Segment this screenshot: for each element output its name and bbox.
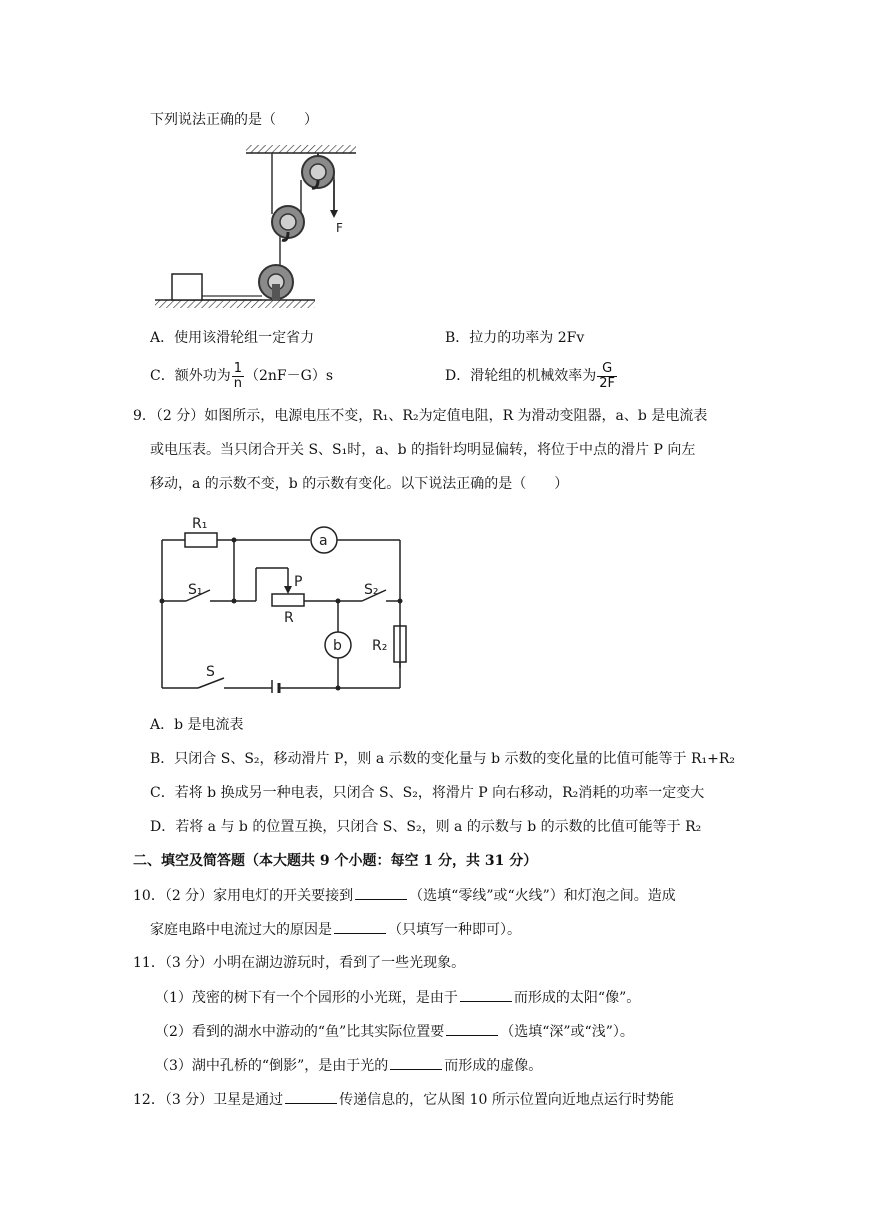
q11-part-2: （2）看到的湖水中游动的“鱼”比其实际位置要 （选填“深”或“浅”）。	[155, 1021, 634, 1042]
q10-blank-1[interactable]	[355, 885, 407, 900]
label-s: S	[206, 664, 215, 680]
label-a: a	[319, 533, 328, 549]
q11-part-1: （1）茂密的树下有一个个园形的小光斑，是由于 而形成的太阳“像”。	[155, 987, 640, 1008]
section-2-heading: 二、填空及简答题（本大题共 9 个小题：每空 1 分，共 31 分）	[133, 853, 538, 869]
q10-line-2: 家庭电路中电流过大的原因是 （只填写一种即可）。	[150, 919, 521, 940]
ground	[155, 300, 315, 308]
circuit-diagram	[150, 508, 420, 693]
q9-option-c: C．若将 b 换成另一种电表，只闭合 S、S₂，将滑片 P 向右移动，R₂消耗的功率一定变大	[150, 785, 705, 801]
movable-pulley	[272, 206, 304, 240]
label-r1: R₁	[192, 516, 208, 532]
q12-line-1: 12．（3 分）卫星是通过 传递信息的，它从图 10 所示位置向近地点运行时势能	[133, 1089, 674, 1110]
label-s2: S₂	[364, 582, 379, 598]
q9-option-a: A．b 是电流表	[150, 717, 244, 733]
q8-option-b: B．拉力的功率为 2Fv	[445, 330, 585, 346]
resistor-r1	[185, 533, 217, 547]
label-b: b	[333, 638, 342, 654]
q9-line-2: 或电压表。当只闭合开关 S、S₁时，a、b 的指针均明显偏转，将位于中点的滑片 P 向左	[150, 442, 696, 458]
label-r2: R₂	[372, 638, 388, 654]
q9-option-b: B．只闭合 S、S₂，移动滑片 P，则 a 示数的变化量与 b 示数的变化量的比值可能等于 R₁+R₂	[150, 751, 735, 767]
pulley-figure	[150, 140, 490, 315]
q12-blank-1[interactable]	[285, 1089, 337, 1104]
q9-line-1: 9．（2 分）如图所示，电源电压不变，R₁、R₂为定值电阻，R 为滑动变阻器，a、b 是电流表	[133, 408, 708, 424]
q11-intro: 11．（3 分）小明在湖边游玩时，看到了一些光现象。	[133, 955, 466, 971]
ceiling	[246, 145, 356, 153]
q8-intro: 下列说法正确的是（ ）	[150, 112, 318, 128]
label-s1: S₁	[188, 582, 203, 598]
block	[172, 274, 202, 300]
fixed-pulley	[302, 153, 334, 188]
q8-option-c: C．额外功为 $\frac{1}{n}$ （2nF－G）s	[150, 360, 334, 391]
q8-option-d: D．滑轮组的机械效率为 $\frac{G}{2F}$	[445, 360, 615, 391]
q11-blank-2[interactable]	[446, 1021, 498, 1036]
label-p: P	[294, 574, 303, 590]
q11-part-3: （3）湖中孔桥的“倒影”，是由于光的 而形成的虚像。	[155, 1055, 542, 1076]
q8-option-a: A．使用该滑轮组一定省力	[150, 330, 315, 346]
q11-blank-1[interactable]	[460, 987, 512, 1002]
q11-blank-3[interactable]	[390, 1055, 442, 1070]
q10-blank-2[interactable]	[334, 919, 386, 934]
force-label: F	[336, 221, 343, 235]
q10-line-1: 10．（2 分）家用电灯的开关要接到 （选填“零线”或“火线”）和灯泡之间。造成	[133, 885, 676, 906]
label-r: R	[284, 610, 294, 626]
rheostat-r	[272, 594, 304, 606]
q9-option-d: D．若将 a 与 b 的位置互换，只闭合 S、S₂，则 a 的示数与 b 的示数的比值可能等于 R₂	[150, 819, 702, 835]
ground-pulley	[259, 265, 293, 300]
q9-line-3: 移动，a 的示数不变，b 的示数有变化。以下说法正确的是（ ）	[150, 476, 569, 492]
